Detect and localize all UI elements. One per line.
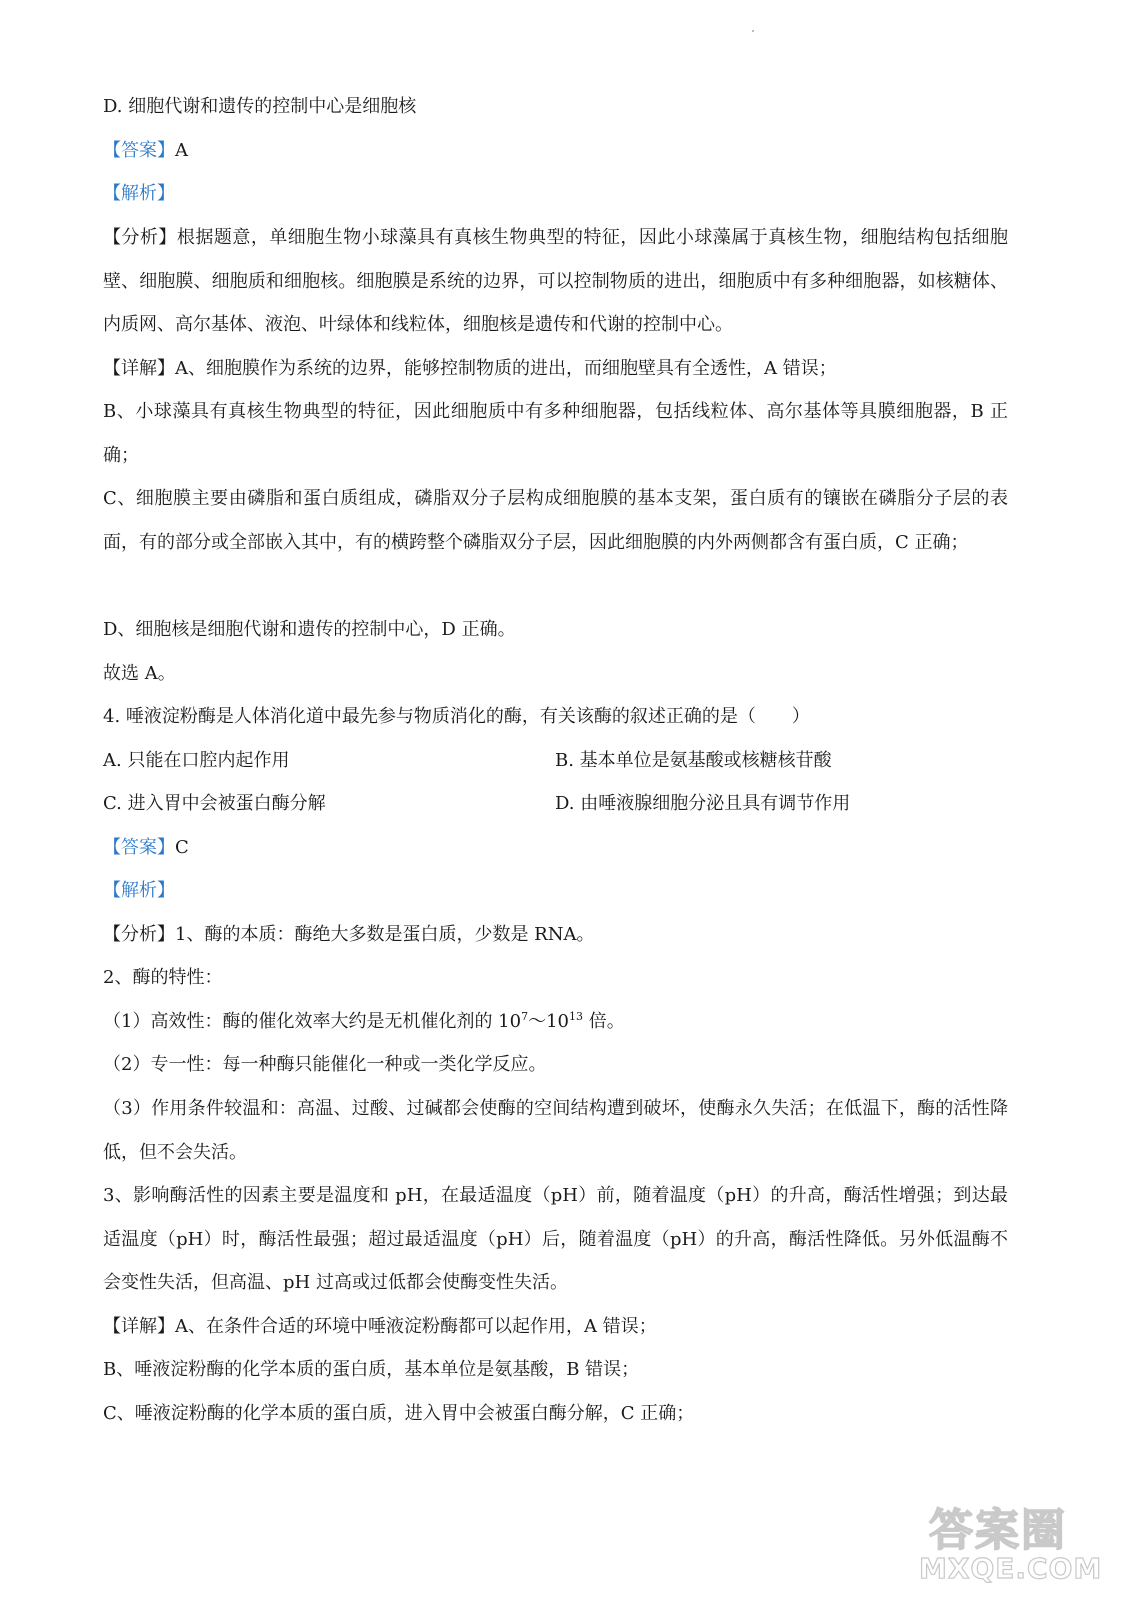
q4-xiangjie-b: B、唾液淀粉酶的化学本质的蛋白质，基本单位是氨基酸，B 错误； [103,1359,640,1380]
q4-fenxi-2: 2、酶的特性： [103,967,223,988]
q4-answer [103,836,189,860]
q4-fenxi-3-pre: （1）高效性：酶的催化效率大约是无机催化剂的 10 [103,1011,522,1032]
q3-xiangjie-c: C、细胞膜主要由磷脂和蛋白质组成，磷脂双分子层构成细胞膜的基本支架，蛋白质有的镶嵌在磷脂分子层的表面，有的部分或全部嵌入其中，有的横跨整个磷脂双分子层，因此细胞膜的内外两侧都含有蛋白质，C 正确； [103,488,1008,553]
q4-option-c: C. 进入胃中会被蛋白酶分解 [103,793,326,814]
q4-xiangjie-a: 【详解】A、在条件合适的环境中唾液淀粉酶都可以起作用，A 错误； [103,1316,657,1337]
q3-analysis-tag: 【解析】 [103,183,175,204]
q4-fenxi-3 [103,1010,625,1034]
q4-fenxi-5: （3）作用条件较温和：高温、过酸、过碱都会使酶的空间结构遭到破坏，使酶永久失活；在低温下，酶的活性降低，但不会失活。 [103,1098,1008,1163]
q4-fenxi-1: 【分析】1、酶的本质：酶绝大多数是蛋白质，少数是 RNA。 [103,924,595,945]
watermark-bottom-text: MXQE.COM [919,1552,1103,1585]
q3-answer [103,139,188,163]
watermark-top-text: 答案圈 [929,1505,1067,1556]
q3-fenxi-paragraph: 【分析】根据题意，单细胞生物小球藻具有真核生物典型的特征，因此小球藻属于真核生物，细胞结构包括细胞壁、细胞膜、细胞质和细胞核。细胞膜是系统的边界，可以控制物质的进出，细胞质中有多种细胞器，如核糖体、内质网、高尔基体、液泡、叶绿体和线粒体，细胞核是遗传和代谢的控制中心。 [103,227,1008,335]
q3-conclusion: 故选 A。 [103,663,176,684]
q3-xiangjie-d: D、细胞核是细胞代谢和遗传的控制中心，D 正确。 [103,619,516,640]
q4-answer-value: C [175,837,189,858]
q3-option-d: D. 细胞代谢和遗传的控制中心是细胞核 [103,96,417,117]
q4-analysis-tag: 【解析】 [103,880,175,901]
q4-stem: 4. 唾液淀粉酶是人体消化道中最先参与物质消化的酶，有关该酶的叙述正确的是（ ） [103,706,810,727]
q4-option-b: B. 基本单位是氨基酸或核糖核苷酸 [555,750,832,771]
q4-fenxi-4: （2）专一性：每一种酶只能催化一种或一类化学反应。 [103,1054,547,1075]
scan-speck [752,30,754,32]
q4-answer-tag: 【答案】 [103,837,175,858]
q4-option-d: D. 由唾液腺细胞分泌且具有调节作用 [555,793,851,814]
q3-answer-tag: 【答案】 [103,140,175,161]
q4-option-a: A. 只能在口腔内起作用 [103,750,290,771]
q4-fenxi-6: 3、影响酶活性的因素主要是温度和 pH，在最适温度（pH）前，随着温度（pH）的升高，酶活性增强；到达最适温度（pH）时，酶活性最强；超过最适温度（pH）后，随着温度（pH）的升高，酶活性降低。另外低温酶不会变性失活，但高温、pH 过高或过低都会使酶变性失活。 [103,1185,1008,1293]
q4-fenxi-3-post: 倍。 [582,1011,625,1032]
watermark-logo [911,1494,1101,1594]
q3-xiangjie-a: 【详解】A、细胞膜作为系统的边界，能够控制物质的进出，而细胞壁具有全透性，A 错误； [103,358,837,379]
q3-xiangjie-b: B、小球藻具有真核生物典型的特征，因此细胞质中有多种细胞器，包括线粒体、高尔基体等具膜细胞器，B 正确； [103,401,1008,466]
q3-answer-value: A [175,140,188,161]
q4-fenxi-3-sup1: 7 [521,1010,529,1023]
q4-xiangjie-c: C、唾液淀粉酶的化学本质的蛋白质，进入胃中会被蛋白酶分解，C 正确； [103,1403,695,1424]
q4-fenxi-3-sup2: 13 [568,1010,583,1023]
q4-fenxi-3-mid: ～10 [528,1011,569,1032]
